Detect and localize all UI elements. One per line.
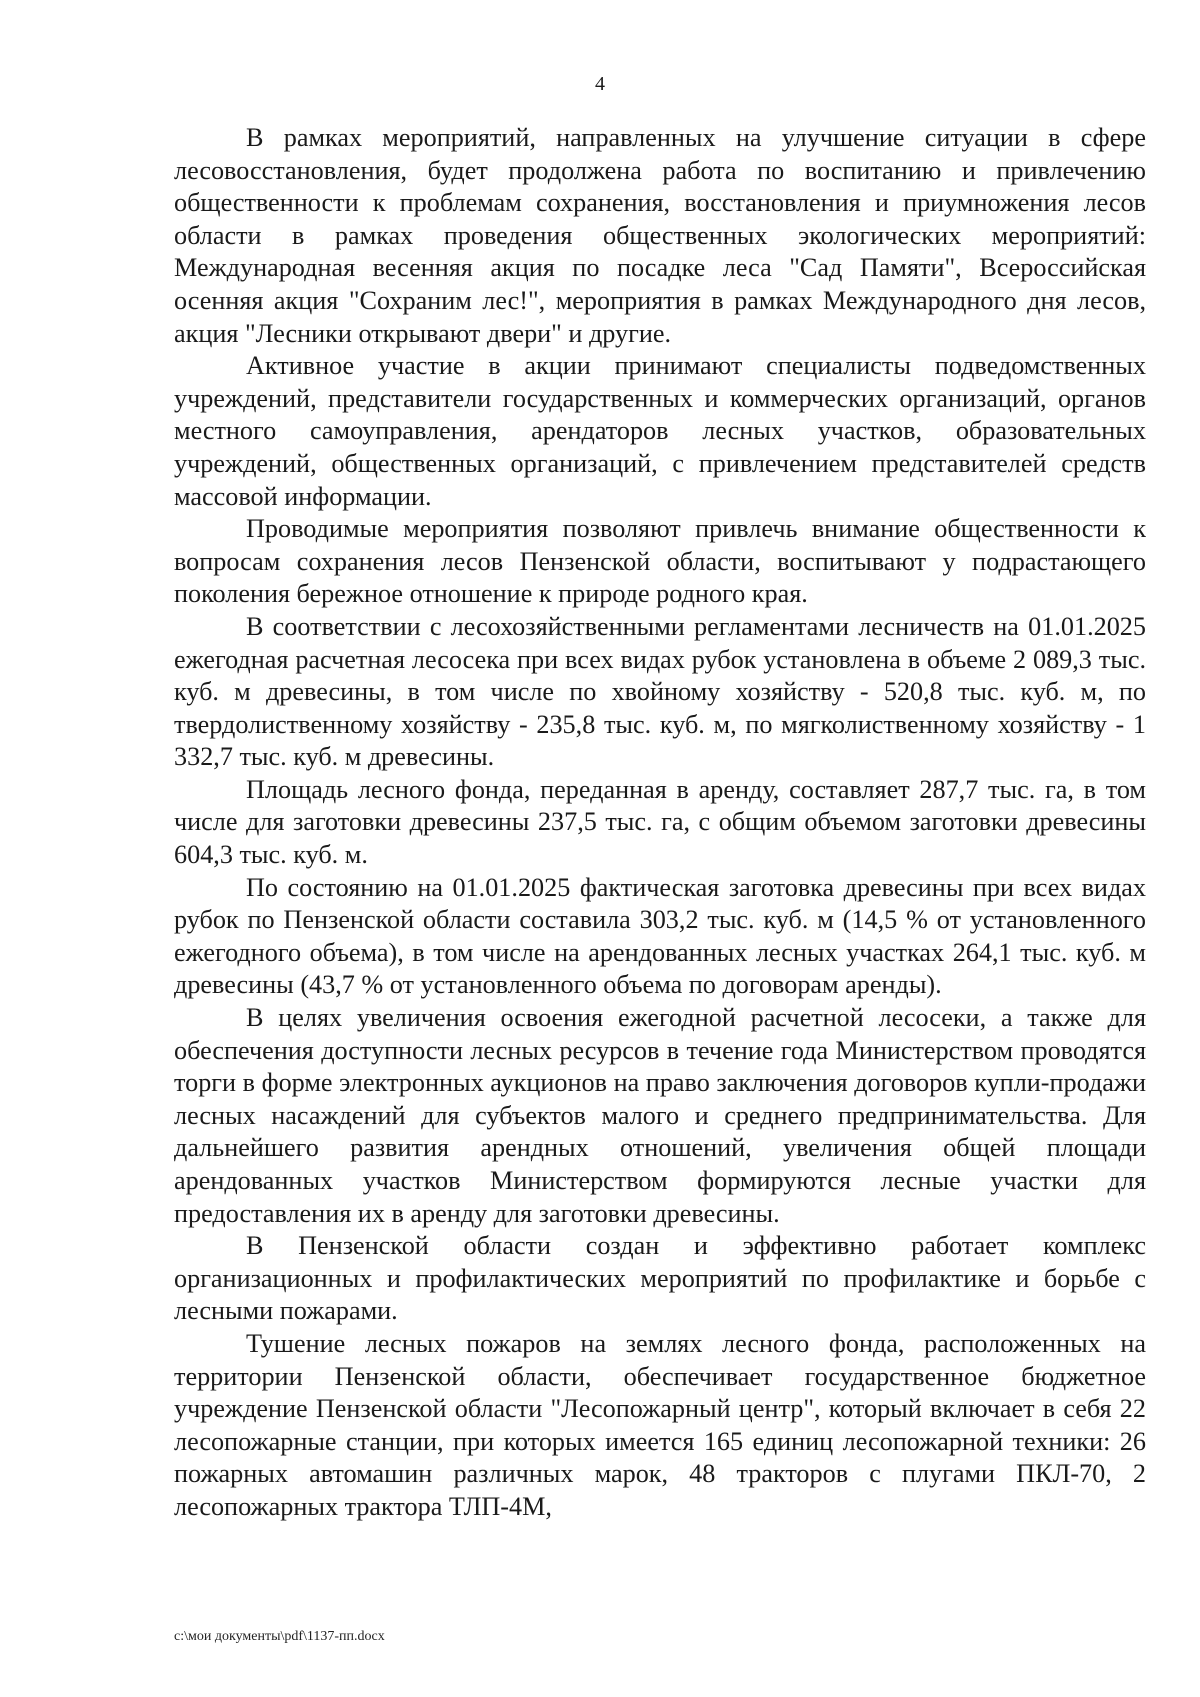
- paragraph-8: В Пензенской области создан и эффективно работает комплекс организационных и профилактических мероприятий по профилактике и борьбе с лесными пожарами.: [174, 1231, 1146, 1326]
- page-number: 4: [595, 73, 605, 95]
- footer-file-path: c:\мои документы\pdf\1137-пп.docx: [174, 1629, 385, 1644]
- paragraph-4: В соответствии с лесохозяйственными регламентами лесничеств на 01.01.2025 ежегодная расчетная лесосека при всех видах рубок установлена в объеме 2 089,3 тыс. куб. м древесины, в том числе по хвойному хозяйству - 520,8 тыс. куб. м, по твердолиственному хозяйству - 235,8 тыс. куб. м, по мягколиственному хозяйству - 1 332,7 тыс. куб. м древесины.: [174, 611, 1146, 772]
- paragraph-1: В рамках мероприятий, направленных на улучшение ситуации в сфере лесовосстановления, будет продолжена работа по воспитанию и привлечению общественности к проблемам сохранения, восстановления и приумножения лесов области в рамках проведения общественных экологических мероприятий: Международная весенняя акция по посадке леса "Сад Памяти", Всероссийская осенняя акция "Сохраним лес!", мероприятия в рамках Международного дня лесов, акция "Лесники открывают двери" и другие.: [174, 123, 1146, 348]
- paragraph-7: В целях увеличения освоения ежегодной расчетной лесосеки, а также для обеспечения доступности лесных ресурсов в течение года Министерством проводятся торги в форме электронных аукционов на право заключения договоров купли-продажи лесных насаждений для субъектов малого и среднего предпринимательства. Для дальнейшего развития арендных отношений, увеличения общей площади арендованных участков Министерством формируются лесные участки для предоставления их в аренду для заготовки древесины.: [174, 1003, 1146, 1228]
- paragraph-6: По состоянию на 01.01.2025 фактическая заготовка древесины при всех видах рубок по Пензенской области составила 303,2 тыс. куб. м (14,5 % от установленного ежегодного объема), в том числе на арендованных лесных участках 264,1 тыс. куб. м древесины (43,7 % от установленного объема по договорам аренды).: [174, 872, 1146, 1000]
- paragraph-3: Проводимые мероприятия позволяют привлечь внимание общественности к вопросам сохранения лесов Пензенской области, воспитывают у подрастающего поколения бережное отношение к природе родного края.: [174, 514, 1146, 609]
- document-body: [174, 122, 1146, 1524]
- paragraph-5: Площадь лесного фонда, переданная в аренду, составляет 287,7 тыс. га, в том числе для заготовки древесины 237,5 тыс. га, с общим объемом заготовки древесины 604,3 тыс. куб. м.: [174, 774, 1146, 870]
- paragraph-2: Активное участие в акции принимают специалисты подведомственных учреждений, представители государственных и коммерческих организаций, органов местного самоуправления, арендаторов лесных участков, образовательных учреждений, общественных организаций, с привлечением представителей средств массовой информации.: [174, 351, 1146, 511]
- paragraph-9: Тушение лесных пожаров на землях лесного фонда, расположенных на территории Пензенской области, обеспечивает государственное бюджетное учреждение Пензенской области "Лесопожарный центр", который включает в себя 22 лесопожарные станции, при которых имеется 165 единиц лесопожарной техники: 26 пожарных автомашин различных марок, 48 тракторов с плугами ПКЛ-70, 2 лесопожарных трактора ТЛП-4М,: [174, 1328, 1146, 1521]
